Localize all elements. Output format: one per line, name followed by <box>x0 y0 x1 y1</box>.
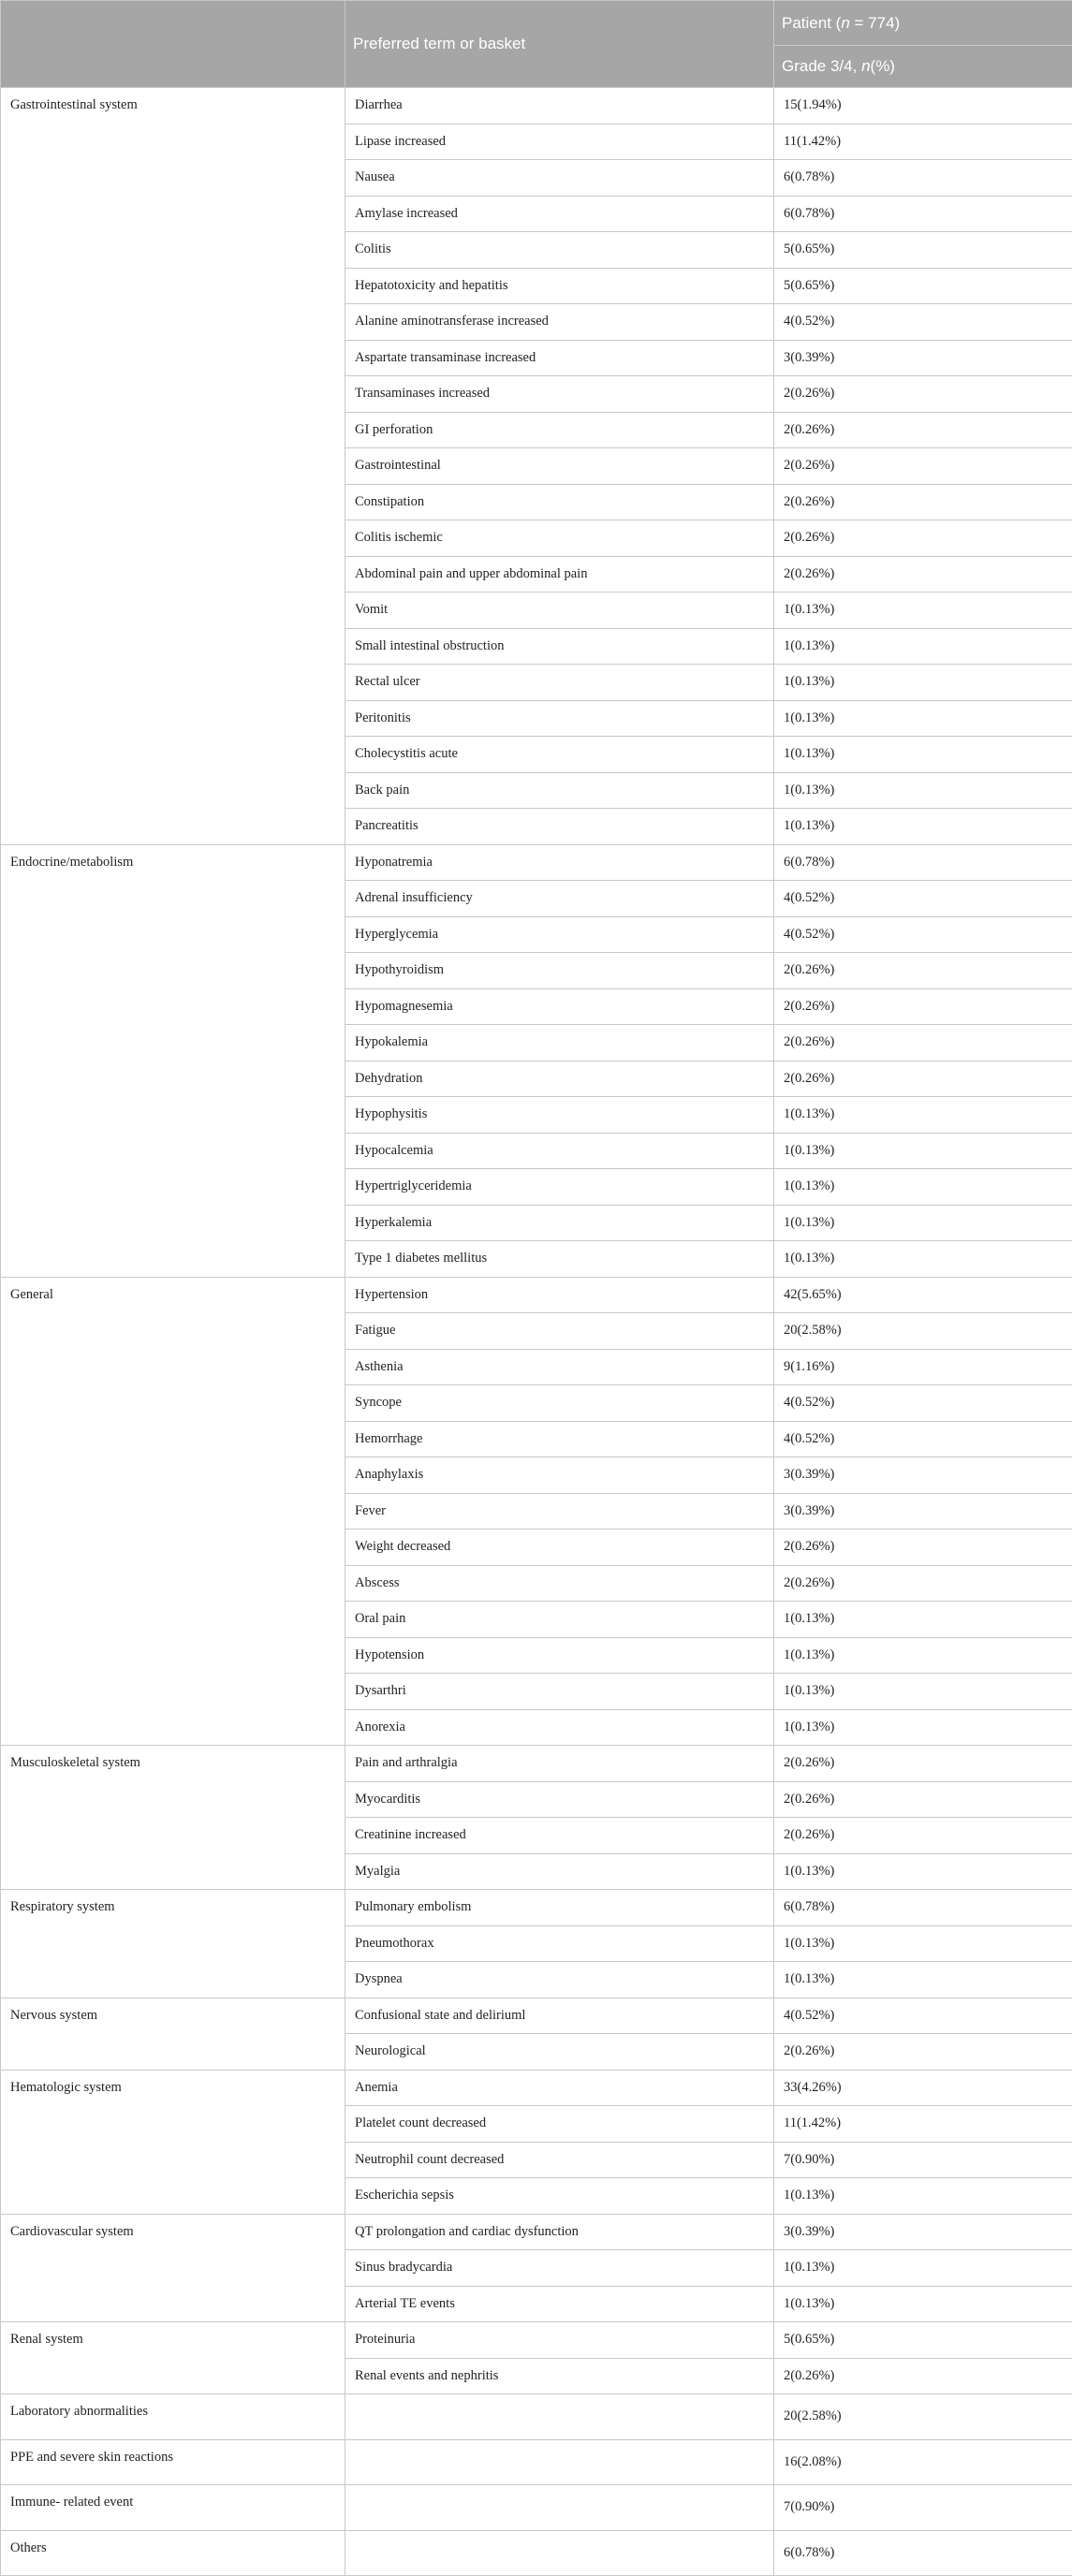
grade-value-cell: 1(0.13%) <box>774 1962 1072 1998</box>
table-row <box>1 2439 1072 2485</box>
header-system <box>1 1 345 88</box>
table-row <box>1 1746 1072 1782</box>
grade-value-cell: 4(0.52%) <box>774 916 1072 953</box>
system-cell: Hematologic system <box>1 2070 345 2214</box>
preferred-term-cell: Hypokalemia <box>345 1025 774 1061</box>
preferred-term-cell: Pneumothorax <box>345 1925 774 1962</box>
preferred-term-cell <box>345 2530 774 2576</box>
preferred-term-cell: Hemorrhage <box>345 1421 774 1457</box>
preferred-term-cell: Arterial TE events <box>345 2286 774 2322</box>
header-row <box>1 1 1072 46</box>
preferred-term-cell: Myalgia <box>345 1853 774 1890</box>
grade-value-cell: 2(0.26%) <box>774 1781 1072 1818</box>
grade-value-cell: 1(0.13%) <box>774 1674 1072 1710</box>
preferred-term-cell: Constipation <box>345 484 774 520</box>
grade-value-cell: 2(0.26%) <box>774 1565 1072 1602</box>
table-row <box>1 1998 1072 2034</box>
header-preferred-term: Preferred term or basket <box>345 1 774 88</box>
grade-value-cell: 6(0.78%) <box>774 160 1072 197</box>
system-cell: Endocrine/metabolism <box>1 844 345 1277</box>
grade-value-cell: 1(0.13%) <box>774 665 1072 701</box>
system-cell: Gastrointestinal system <box>1 88 345 845</box>
grade-value-cell: 9(1.16%) <box>774 1349 1072 1385</box>
grade-value-cell: 1(0.13%) <box>774 1709 1072 1746</box>
preferred-term-cell <box>345 2394 774 2440</box>
grade-value-cell: 2(0.26%) <box>774 1025 1072 1061</box>
preferred-term-cell: Vomit <box>345 593 774 629</box>
grade-value-cell: 1(0.13%) <box>774 1205 1072 1241</box>
preferred-term-cell: Hypophysitis <box>345 1097 774 1134</box>
grade-value-cell: 2(0.26%) <box>774 484 1072 520</box>
header-grade-n: n <box>861 57 870 75</box>
preferred-term-cell: Anemia <box>345 2070 774 2106</box>
preferred-term-cell: Hyperkalemia <box>345 1205 774 1241</box>
preferred-term-cell: Cholecystitis acute <box>345 737 774 773</box>
preferred-term-cell: Amylase increased <box>345 196 774 232</box>
preferred-term-cell: Pain and arthralgia <box>345 1746 774 1782</box>
preferred-term-cell: Hepatotoxicity and hepatitis <box>345 268 774 304</box>
preferred-term-cell: Hyperglycemia <box>345 916 774 953</box>
grade-value-cell: 3(0.39%) <box>774 2214 1072 2250</box>
preferred-term-cell: Type 1 diabetes mellitus <box>345 1241 774 1278</box>
preferred-term-cell: Diarrhea <box>345 88 774 124</box>
preferred-term-cell: Rectal ulcer <box>345 665 774 701</box>
table-row <box>1 2070 1072 2106</box>
header-patient-suffix: = 774) <box>850 14 900 32</box>
grade-value-cell: 11(1.42%) <box>774 2106 1072 2143</box>
grade-value-cell: 2(0.26%) <box>774 2358 1072 2394</box>
table-row <box>1 2530 1072 2576</box>
preferred-term-cell: Dyspnea <box>345 1962 774 1998</box>
header-patient <box>774 1 1072 46</box>
preferred-term-cell: Pulmonary embolism <box>345 1890 774 1926</box>
preferred-term-cell: Colitis <box>345 232 774 269</box>
system-cell: Renal system <box>1 2322 345 2394</box>
grade-value-cell: 16(2.08%) <box>774 2439 1072 2485</box>
table-row <box>1 2485 1072 2531</box>
table-row <box>1 2214 1072 2250</box>
preferred-term-cell: Fever <box>345 1493 774 1530</box>
grade-value-cell: 7(0.90%) <box>774 2142 1072 2178</box>
grade-value-cell: 1(0.13%) <box>774 772 1072 809</box>
table-row <box>1 2322 1072 2359</box>
preferred-term-cell: Adrenal insufficiency <box>345 881 774 917</box>
preferred-term-cell: Renal events and nephritis <box>345 2358 774 2394</box>
preferred-term-cell: Hypertension <box>345 1277 774 1313</box>
grade-value-cell: 4(0.52%) <box>774 304 1072 341</box>
grade-value-cell: 20(2.58%) <box>774 1313 1072 1350</box>
preferred-term-cell: Alanine aminotransferase increased <box>345 304 774 341</box>
grade-value-cell: 1(0.13%) <box>774 737 1072 773</box>
preferred-term-cell: Hypocalcemia <box>345 1133 774 1169</box>
grade-value-cell: 2(0.26%) <box>774 376 1072 413</box>
preferred-term-cell: Abdominal pain and upper abdominal pain <box>345 556 774 593</box>
grade-value-cell: 4(0.52%) <box>774 881 1072 917</box>
preferred-term-cell: Nausea <box>345 160 774 197</box>
preferred-term-cell: Aspartate transaminase increased <box>345 340 774 376</box>
grade-value-cell: 1(0.13%) <box>774 1241 1072 1278</box>
table-row <box>1 1890 1072 1926</box>
preferred-term-cell: Weight decreased <box>345 1530 774 1566</box>
grade-value-cell: 1(0.13%) <box>774 1169 1072 1206</box>
grade-value-cell: 4(0.52%) <box>774 1385 1072 1422</box>
table-body <box>1 88 1072 2576</box>
preferred-term-cell: Gastrointestinal <box>345 448 774 485</box>
grade-value-cell: 2(0.26%) <box>774 556 1072 593</box>
table-row <box>1 2394 1072 2440</box>
preferred-term-cell: Abscess <box>345 1565 774 1602</box>
grade-value-cell: 2(0.26%) <box>774 1061 1072 1097</box>
grade-value-cell: 3(0.39%) <box>774 340 1072 376</box>
grade-value-cell: 1(0.13%) <box>774 628 1072 665</box>
grade-value-cell: 15(1.94%) <box>774 88 1072 124</box>
system-cell: Others <box>1 2530 345 2576</box>
grade-value-cell: 3(0.39%) <box>774 1457 1072 1494</box>
preferred-term-cell: Hypotension <box>345 1637 774 1674</box>
table-row <box>1 88 1072 124</box>
preferred-term-cell: Anaphylaxis <box>345 1457 774 1494</box>
preferred-term-cell: GI perforation <box>345 412 774 448</box>
header-patient-prefix: Patient ( <box>782 14 841 32</box>
preferred-term-cell: Lipase increased <box>345 124 774 160</box>
preferred-term-cell: Myocarditis <box>345 1781 774 1818</box>
preferred-term-cell: Small intestinal obstruction <box>345 628 774 665</box>
preferred-term-cell: Creatinine increased <box>345 1818 774 1854</box>
grade-value-cell: 7(0.90%) <box>774 2485 1072 2531</box>
grade-value-cell: 2(0.26%) <box>774 988 1072 1025</box>
preferred-term-cell: Dysarthri <box>345 1674 774 1710</box>
system-cell: General <box>1 1277 345 1746</box>
grade-value-cell: 1(0.13%) <box>774 1637 1072 1674</box>
system-cell: Nervous system <box>1 1998 345 2070</box>
preferred-term-cell <box>345 2439 774 2485</box>
grade-value-cell: 2(0.26%) <box>774 448 1072 485</box>
table-row <box>1 1277 1072 1313</box>
preferred-term-cell: Colitis ischemic <box>345 520 774 557</box>
grade-value-cell: 2(0.26%) <box>774 2034 1072 2071</box>
grade-value-cell: 20(2.58%) <box>774 2394 1072 2440</box>
preferred-term-cell: Escherichia sepsis <box>345 2178 774 2215</box>
grade-value-cell: 1(0.13%) <box>774 2178 1072 2215</box>
grade-value-cell: 1(0.13%) <box>774 593 1072 629</box>
preferred-term-cell: Fatigue <box>345 1313 774 1350</box>
grade-value-cell: 6(0.78%) <box>774 2530 1072 2576</box>
header-grade-suffix: (%) <box>871 57 895 75</box>
grade-value-cell: 6(0.78%) <box>774 1890 1072 1926</box>
grade-value-cell: 4(0.52%) <box>774 1421 1072 1457</box>
grade-value-cell: 1(0.13%) <box>774 1602 1072 1638</box>
table-row <box>1 844 1072 881</box>
system-cell: Laboratory abnormalities <box>1 2394 345 2440</box>
grade-value-cell: 1(0.13%) <box>774 809 1072 845</box>
grade-value-cell: 1(0.13%) <box>774 2286 1072 2322</box>
preferred-term-cell: Syncope <box>345 1385 774 1422</box>
preferred-term-cell: Hyponatremia <box>345 844 774 881</box>
preferred-term-cell <box>345 2485 774 2531</box>
preferred-term-cell: Back pain <box>345 772 774 809</box>
grade-value-cell: 6(0.78%) <box>774 196 1072 232</box>
preferred-term-cell: Asthenia <box>345 1349 774 1385</box>
header-patient-n: n <box>841 14 849 32</box>
system-cell: Respiratory system <box>1 1890 345 1998</box>
grade-value-cell: 11(1.42%) <box>774 124 1072 160</box>
grade-value-cell: 6(0.78%) <box>774 844 1072 881</box>
header-grade-prefix: Grade 3/4, <box>782 57 861 75</box>
grade-value-cell: 1(0.13%) <box>774 700 1072 737</box>
system-cell: Musculoskeletal system <box>1 1746 345 1890</box>
grade-value-cell: 5(0.65%) <box>774 2322 1072 2359</box>
preferred-term-cell: Neutrophil count decreased <box>345 2142 774 2178</box>
preferred-term-cell: Platelet count decreased <box>345 2106 774 2143</box>
grade-value-cell: 3(0.39%) <box>774 1493 1072 1530</box>
system-cell: Immune- related event <box>1 2485 345 2531</box>
preferred-term-cell: QT prolongation and cardiac dysfunction <box>345 2214 774 2250</box>
grade-value-cell: 1(0.13%) <box>774 1925 1072 1962</box>
preferred-term-cell: Dehydration <box>345 1061 774 1097</box>
grade-value-cell: 1(0.13%) <box>774 1097 1072 1134</box>
grade-value-cell: 1(0.13%) <box>774 1853 1072 1890</box>
preferred-term-cell: Hypothyroidism <box>345 953 774 989</box>
grade-value-cell: 2(0.26%) <box>774 1530 1072 1566</box>
grade-value-cell: 1(0.13%) <box>774 1133 1072 1169</box>
grade-value-cell: 5(0.65%) <box>774 268 1072 304</box>
table-header <box>1 1 1072 88</box>
grade-value-cell: 2(0.26%) <box>774 1746 1072 1782</box>
preferred-term-cell: Peritonitis <box>345 700 774 737</box>
system-cell: Cardiovascular system <box>1 2214 345 2322</box>
preferred-term-cell: Pancreatitis <box>345 809 774 845</box>
grade-value-cell: 4(0.52%) <box>774 1998 1072 2034</box>
preferred-term-cell: Transaminases increased <box>345 376 774 413</box>
header-grade <box>774 46 1072 88</box>
grade-value-cell: 1(0.13%) <box>774 2250 1072 2287</box>
system-cell: PPE and severe skin reactions <box>1 2439 345 2485</box>
grade-value-cell: 2(0.26%) <box>774 1818 1072 1854</box>
preferred-term-cell: Anorexia <box>345 1709 774 1746</box>
preferred-term-cell: Confusional state and deliriuml <box>345 1998 774 2034</box>
preferred-term-cell: Neurological <box>345 2034 774 2071</box>
preferred-term-cell: Oral pain <box>345 1602 774 1638</box>
grade-value-cell: 2(0.26%) <box>774 412 1072 448</box>
grade-value-cell: 33(4.26%) <box>774 2070 1072 2106</box>
preferred-term-cell: Proteinuria <box>345 2322 774 2359</box>
preferred-term-cell: Hypertriglyceridemia <box>345 1169 774 1206</box>
grade-value-cell: 5(0.65%) <box>774 232 1072 269</box>
preferred-term-cell: Sinus bradycardia <box>345 2250 774 2287</box>
grade-value-cell: 2(0.26%) <box>774 953 1072 989</box>
grade-value-cell: 2(0.26%) <box>774 520 1072 557</box>
preferred-term-cell: Hypomagnesemia <box>345 988 774 1025</box>
grade-value-cell: 42(5.65%) <box>774 1277 1072 1313</box>
